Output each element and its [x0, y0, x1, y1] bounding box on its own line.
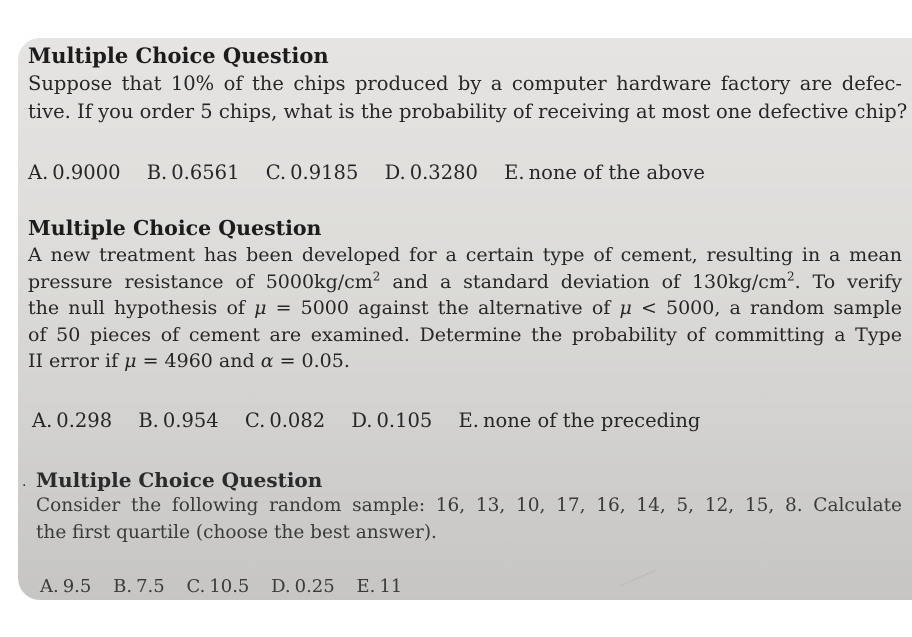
choice-d[interactable]: D. 0.25: [271, 576, 335, 597]
choice-c[interactable]: C. 0.082: [244, 409, 326, 432]
question-1-choices: [28, 161, 725, 185]
question-2-body: [28, 242, 902, 375]
choice-a[interactable]: A. 0.298: [32, 409, 113, 432]
question-3: [22, 468, 902, 546]
choice-b[interactable]: B. 0.6561: [146, 161, 240, 184]
pen-mark: [618, 568, 658, 588]
choice-b[interactable]: B. 0.954: [138, 409, 219, 432]
question-3-line-1: Consider the following random sample: 16, 13, 10, 17, 16, 14, 5, 12, 15, 8. Calculate: [36, 495, 902, 516]
choice-c[interactable]: C. 10.5: [186, 576, 250, 597]
choice-c[interactable]: C. 0.9185: [265, 161, 359, 184]
question-3-body: [36, 492, 902, 546]
question-3-heading: Multiple Choice Question: [36, 468, 323, 492]
choice-d[interactable]: D. 0.3280: [384, 161, 478, 184]
choice-b[interactable]: B. 7.5: [113, 576, 165, 597]
question-1-heading: Multiple Choice Question: [28, 43, 329, 68]
bullet-mark: .: [22, 474, 27, 490]
question-3-choices: [40, 575, 418, 599]
choice-e[interactable]: E. none of the preceding: [458, 409, 701, 432]
choice-a[interactable]: A. 9.5: [40, 576, 92, 597]
question-1: [28, 43, 908, 125]
question-1-line-2: tive. If you order 5 chips, what is the probability of receiving at most one defective chip?: [28, 99, 908, 123]
question-2-line-5: II error if μ = 4960 and α = 0.05.: [28, 350, 350, 372]
question-1-body: [28, 70, 908, 125]
choice-d[interactable]: D. 0.105: [351, 409, 433, 432]
question-2-line-3: the null hypothesis of μ = 5000 against the alternative of μ < 5000, a random sample: [28, 297, 903, 319]
question-2-choices: [32, 409, 720, 433]
choice-a[interactable]: A. 0.9000: [28, 161, 121, 184]
choice-e[interactable]: E. none of the above: [504, 161, 705, 184]
question-2-line-1: A new treatment has been developed for a certain type of cement, resulting in a mean: [28, 244, 902, 266]
document-photo: [18, 38, 912, 600]
question-2: [28, 216, 902, 375]
question-2-heading: Multiple Choice Question: [28, 216, 322, 240]
question-1-line-1: Suppose that 10% of the chips produced by a computer hardware factory are defec-: [28, 72, 902, 95]
choice-e[interactable]: E. 11: [356, 576, 403, 597]
question-2-line-4: of 50 pieces of cement are examined. Determine the probability of committing a Type: [28, 323, 902, 346]
question-2-line-2: pressure resistance of $5000kg/cm^2$ and a standard deviation of $130kg/cm^2$. To verify: [28, 269, 902, 293]
question-3-line-2: the first quartile (choose the best answer).: [36, 522, 437, 543]
